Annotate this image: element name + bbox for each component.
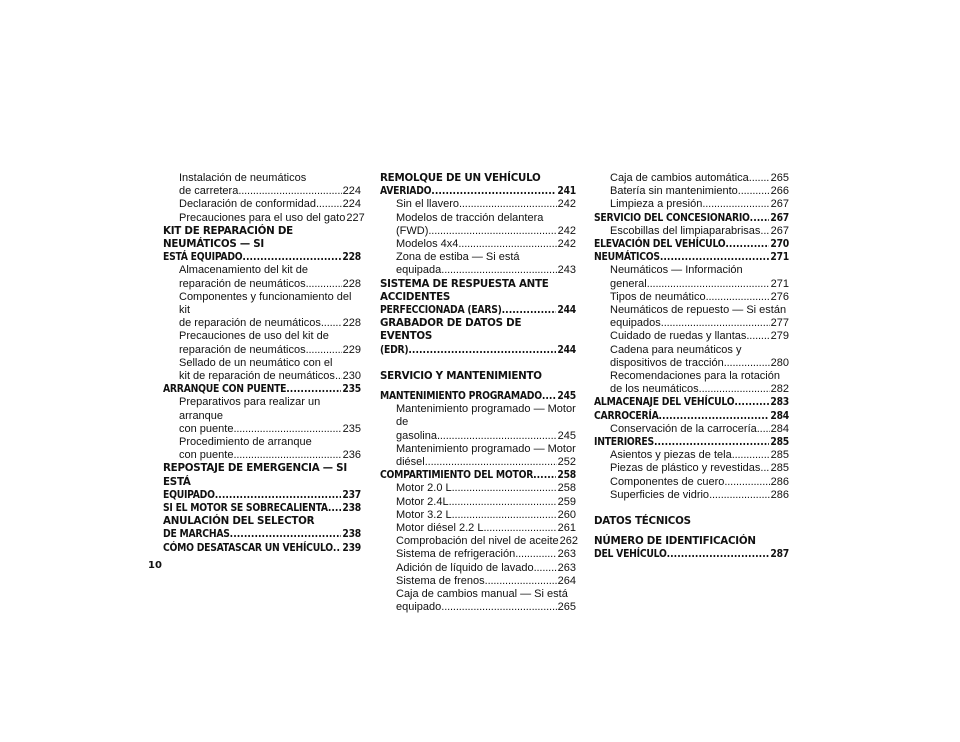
toc-entry[interactable] — [594, 251, 789, 264]
toc-entry[interactable] — [380, 482, 576, 495]
leader-dots — [702, 198, 769, 211]
toc-page-number: 245 — [557, 429, 576, 442]
toc-page-number: 265 — [770, 172, 789, 184]
toc-entry-title: Batería sin mantenimiento — [610, 185, 738, 198]
toc-entry[interactable] — [380, 535, 579, 548]
toc-page-number: 230 — [342, 370, 361, 383]
toc-entry-title: Caja de cambios automática — [610, 172, 749, 184]
toc-entry[interactable] — [380, 522, 576, 535]
toc-entry[interactable] — [594, 383, 789, 396]
leader-dots — [321, 317, 342, 330]
toc-line: Caja de cambios manual — Si está — [396, 588, 568, 601]
leader-dots — [431, 185, 556, 198]
leader-dots — [661, 317, 770, 330]
leader-dots — [738, 185, 770, 198]
toc-page-number: 262 — [559, 535, 579, 548]
leader-dots — [667, 548, 770, 561]
toc-entry-title: general — [610, 277, 647, 290]
leader-dots — [654, 436, 769, 449]
toc-page-number: 261 — [557, 522, 576, 535]
toc-page-number: 245 — [557, 390, 576, 403]
toc-entry[interactable] — [594, 436, 789, 449]
toc-entry[interactable] — [594, 330, 789, 343]
toc-page-number: 238 — [342, 528, 361, 541]
toc-page-number: 285 — [770, 449, 789, 462]
leader-dots — [306, 278, 342, 291]
toc-entry-title: DE MARCHAS — [163, 528, 230, 541]
toc-line: Neumáticos — Información — [610, 264, 743, 277]
toc-entry[interactable] — [163, 489, 361, 502]
toc-entry[interactable] — [163, 502, 361, 515]
leader-dots — [452, 509, 557, 522]
toc-entry-title: Cuidado de ruedas y llantas — [610, 330, 747, 343]
leader-dots — [441, 601, 556, 614]
toc-entry-title: Sin el llavero — [396, 198, 459, 211]
toc-entry-title: Conservación de la carrocería — [610, 422, 757, 435]
leader-dots — [706, 291, 770, 304]
toc-page-number: 239 — [342, 541, 361, 554]
toc-page-number: 267 — [770, 211, 789, 224]
toc-page-number: 236 — [342, 449, 361, 462]
leader-dots — [749, 172, 770, 185]
leader-dots — [732, 449, 770, 462]
leader-dots — [709, 489, 770, 502]
toc-entry[interactable] — [163, 423, 361, 436]
toc-page-number: 235 — [342, 422, 361, 435]
toc-entry[interactable] — [380, 509, 576, 522]
leader-dots — [215, 489, 342, 502]
toc-page-number: 286 — [770, 488, 789, 501]
leader-dots — [485, 575, 557, 588]
toc-entry[interactable] — [380, 548, 576, 561]
leader-dots — [502, 304, 557, 317]
toc-page-number: 263 — [557, 548, 576, 561]
toc-entry[interactable] — [594, 185, 789, 198]
toc-entry-title: AVERIADO — [380, 185, 432, 198]
toc-line: GRABADOR DE DATOS DE EVENTOS — [380, 317, 522, 343]
toc-entry[interactable] — [163, 317, 361, 330]
toc-entry[interactable] — [380, 456, 576, 469]
toc-page-number: 224 — [342, 185, 361, 198]
toc-entry[interactable] — [380, 469, 576, 482]
toc-entry-title: (EDR) — [380, 343, 409, 356]
toc-page-number: 267 — [770, 224, 789, 237]
toc-entry[interactable] — [594, 291, 789, 304]
leader-dots — [242, 251, 341, 264]
toc-entry-title: reparación de neumáticos — [179, 277, 306, 290]
toc-page-number: 277 — [770, 317, 789, 330]
toc-entry[interactable] — [163, 383, 361, 396]
toc-entry-title: Declaración de conformidad — [179, 198, 316, 211]
toc-entry[interactable] — [380, 496, 576, 509]
leader-dots — [425, 456, 557, 469]
toc-entry-title: SI EL MOTOR SE SOBRECALIENTA — [163, 502, 328, 515]
toc-page-number: 260 — [557, 508, 576, 521]
toc-page-number: 285 — [770, 462, 789, 475]
toc-entry-title: Limpieza a presión — [610, 198, 703, 211]
toc-entry[interactable] — [163, 449, 361, 462]
toc-column-1 — [163, 172, 365, 555]
section-gap — [380, 383, 576, 390]
toc-page-number: 242 — [557, 224, 576, 237]
toc-line: Preparativos para realizar un arranque — [179, 396, 321, 422]
toc-entry-title: Motor 2.4L — [396, 495, 449, 508]
toc-entry-title: DEL VEHÍCULO — [594, 548, 667, 561]
toc-entry-title: CÓMO DESATASCAR UN VEHÍCULO — [163, 541, 333, 554]
toc-entry[interactable] — [594, 410, 789, 423]
toc-page-number: 238 — [342, 502, 361, 515]
leader-dots — [316, 198, 342, 211]
toc-page-number: 227 — [346, 211, 365, 224]
toc-entry[interactable] — [594, 357, 789, 370]
toc-entry[interactable] — [594, 278, 789, 291]
toc-line: Mantenimiento programado — Motor — [396, 442, 576, 455]
toc-line: Precauciones de uso del kit de — [179, 330, 329, 343]
section-heading: DATOS TÉCNICOS — [594, 515, 691, 528]
toc-entry[interactable] — [380, 264, 576, 277]
toc-column-3 — [594, 172, 789, 562]
toc-entry-title: con puente — [179, 422, 234, 435]
toc-entry-title: INTERIORES — [594, 436, 654, 449]
toc-entry-title: Superficies de vidrio — [610, 488, 710, 501]
toc-entry[interactable] — [380, 601, 576, 614]
toc-entry[interactable] — [594, 238, 789, 251]
toc-entry-title: Motor diésel 2.2 L — [396, 522, 484, 535]
toc-page-number: 265 — [557, 601, 576, 614]
toc-page-number: 242 — [557, 198, 576, 211]
toc-entry[interactable] — [594, 225, 789, 238]
toc-entry-title: NEUMÁTICOS — [594, 251, 660, 264]
toc-entry[interactable] — [594, 476, 789, 489]
toc-entry-title: CARROCERÍA — [594, 409, 659, 422]
toc-entry[interactable] — [163, 278, 361, 291]
leader-dots — [725, 238, 769, 251]
toc-entry[interactable] — [594, 172, 789, 185]
toc-page-number: 244 — [557, 343, 576, 356]
leader-dots — [647, 278, 770, 291]
toc-line: NÚMERO DE IDENTIFICACIÓN — [594, 535, 756, 548]
leader-dots — [441, 264, 556, 277]
page-number: 10 — [148, 560, 162, 571]
toc-page-number: 285 — [770, 436, 789, 449]
toc-line: SISTEMA DE RESPUESTA ANTE ACCIDENTES — [380, 277, 549, 303]
leader-dots — [659, 410, 770, 423]
toc-page-number: 286 — [770, 475, 789, 488]
leader-dots — [449, 496, 557, 509]
toc-page-number: 271 — [770, 251, 789, 264]
section-heading: SERVICIO Y MANTENIMIENTO — [380, 369, 542, 382]
toc-entry[interactable] — [380, 562, 576, 575]
toc-line: Modelos de tracción delantera — [396, 211, 544, 224]
toc-page-number: 279 — [770, 330, 789, 343]
toc-entry[interactable] — [594, 423, 789, 436]
leader-dots — [452, 482, 557, 495]
toc-entry-title: kit de reparación de neumáticos — [179, 370, 335, 383]
toc-page-number: 228 — [342, 317, 361, 330]
leader-dots — [515, 548, 556, 561]
toc-column-2 — [380, 172, 579, 615]
leader-dots — [306, 344, 342, 357]
toc-entry[interactable] — [380, 238, 576, 251]
toc-page-number: 228 — [342, 251, 361, 264]
toc-entry-title: Modelos 4x4 — [396, 238, 459, 251]
toc-entry-title: equipada — [396, 264, 442, 277]
toc-page-number: 263 — [557, 561, 576, 574]
leader-dots — [437, 430, 557, 443]
toc-line: Neumáticos de repuesto — Si están — [610, 304, 787, 317]
toc-page-number: 270 — [770, 238, 789, 251]
toc-page-number: 266 — [770, 185, 789, 198]
toc-entry-title: de carretera — [179, 185, 239, 198]
toc-entry[interactable] — [594, 212, 789, 225]
toc-entry-title: MANTENIMIENTO PROGRAMADO — [380, 390, 542, 403]
toc-entry[interactable] — [594, 489, 789, 502]
toc-page-number: 282 — [770, 383, 789, 396]
leader-dots — [724, 476, 769, 489]
toc-entry[interactable] — [594, 462, 789, 475]
leader-dots — [459, 198, 557, 211]
toc-entry-title: Sistema de refrigeración — [396, 548, 516, 561]
toc-page-number: 228 — [342, 277, 361, 290]
toc-line: Recomendaciones para la rotación — [610, 370, 780, 383]
toc-line: REPOSTAJE DE EMERGENCIA — SI ESTÁ — [163, 462, 347, 488]
toc-line: Cadena para neumáticos y — [610, 343, 742, 356]
toc-page-number: 252 — [557, 456, 576, 469]
toc-entry[interactable] — [163, 370, 361, 383]
toc-entry-title: Motor 3.2 L — [396, 508, 452, 521]
leader-dots — [660, 251, 770, 264]
toc-entry-title: reparación de neumáticos — [179, 343, 306, 356]
leader-dots — [534, 562, 557, 575]
leader-dots — [233, 449, 341, 462]
toc-entry-title: ELEVACIÓN DEL VEHÍCULO — [594, 238, 726, 251]
leader-dots — [428, 225, 556, 238]
toc-page-number: 287 — [770, 548, 789, 561]
toc-page-number: 267 — [770, 198, 789, 211]
toc-entry[interactable] — [380, 575, 576, 588]
toc-page-number: 242 — [557, 238, 576, 251]
toc-page-number: 237 — [342, 488, 361, 501]
toc-entry[interactable] — [163, 528, 361, 541]
toc-entry[interactable] — [380, 344, 576, 357]
leader-dots — [238, 185, 341, 198]
leader-dots — [734, 396, 769, 409]
section-gap — [594, 502, 789, 515]
toc-entry-title: EQUIPADO — [163, 488, 215, 501]
toc-page-number: 284 — [770, 422, 789, 435]
toc-entry-title: con puente — [179, 449, 234, 462]
toc-entry-title: ARRANQUE CON PUENTE — [163, 383, 287, 396]
toc-entry-title: ESTÁ EQUIPADO — [163, 251, 243, 264]
toc-entry-title: dispositivos de tracción — [610, 356, 724, 369]
toc-page-number: 259 — [557, 495, 576, 508]
toc-line: Procedimiento de arranque — [179, 436, 312, 449]
toc-entry[interactable] — [594, 198, 789, 211]
toc-entry-title: SERVICIO DEL CONCESIONARIO — [594, 211, 750, 224]
leader-dots — [333, 542, 341, 555]
leader-dots — [230, 528, 342, 541]
toc-entry[interactable] — [163, 344, 361, 357]
leader-dots — [286, 383, 341, 396]
leader-dots — [760, 225, 769, 238]
leader-dots — [750, 212, 770, 225]
leader-dots — [335, 370, 342, 383]
toc-line: Sellado de un neumático con el — [179, 356, 333, 369]
toc-page-number: 264 — [557, 574, 576, 587]
toc-entry[interactable] — [380, 430, 576, 443]
toc-entry[interactable] — [380, 390, 576, 403]
leader-dots — [699, 383, 770, 396]
leader-dots — [760, 462, 769, 475]
toc-entry-title: Adición de líquido de lavado — [396, 561, 534, 574]
toc-entry-title: Asientos y piezas de tela — [610, 449, 732, 462]
leader-dots — [233, 423, 341, 436]
toc-entry[interactable] — [163, 198, 361, 211]
toc-entry-title: PERFECCIONADA (EARS) — [380, 304, 502, 317]
toc-entry-title: COMPARTIMIENTO DEL MOTOR — [380, 469, 534, 482]
toc-entry-title: equipado — [396, 601, 442, 614]
toc-entry[interactable] — [380, 225, 576, 238]
leader-dots — [328, 502, 342, 515]
toc-entry-title: diésel — [396, 456, 425, 469]
toc-entry-title: Precauciones para el uso del gato — [179, 211, 346, 224]
toc-entry-title: Tipos de neumático — [610, 290, 706, 303]
toc-entry-title: Escobillas del limpiaparabrisas — [610, 224, 761, 237]
leader-dots — [746, 330, 769, 343]
toc-entry[interactable] — [163, 211, 365, 225]
toc-entry-title: Sistema de frenos — [396, 574, 485, 587]
leader-dots — [757, 423, 770, 436]
toc-page-number: 283 — [770, 396, 789, 409]
leader-dots — [458, 238, 556, 251]
toc-entry-title: Componentes de cuero — [610, 475, 725, 488]
toc-entry[interactable] — [163, 542, 361, 555]
toc-page-number: 271 — [770, 277, 789, 290]
toc-entry[interactable] — [594, 548, 789, 561]
toc-entry-title: equipados — [610, 317, 661, 330]
toc-line: Componentes y funcionamiento del kit — [179, 290, 352, 317]
toc-entry-title: Piezas de plástico y revestidas — [610, 462, 761, 475]
leader-dots — [408, 344, 556, 357]
toc-entry[interactable] — [594, 449, 789, 462]
section-gap — [380, 357, 576, 370]
toc-page-number: 244 — [557, 304, 576, 317]
toc-entry[interactable] — [163, 185, 361, 198]
toc-page-number: 241 — [557, 185, 576, 198]
toc-page-number: 258 — [557, 482, 576, 495]
leader-dots — [542, 390, 557, 403]
toc-page-number: 229 — [342, 343, 361, 356]
toc-entry-title: Comprobación del nivel de aceite — [396, 535, 559, 548]
toc-page-number: 235 — [342, 383, 361, 396]
toc-entry[interactable] — [594, 317, 789, 330]
toc-line: Almacenamiento del kit de — [179, 264, 309, 277]
toc-page-number: 258 — [557, 469, 576, 482]
leader-dots — [483, 522, 556, 535]
toc-line: KIT DE REPARACIÓN DE NEUMÁTICOS — SI — [163, 224, 293, 251]
toc-entry[interactable] — [380, 304, 576, 317]
toc-entry-title: (FWD) — [396, 224, 429, 237]
toc-line: Mantenimiento programado — Motor de — [396, 403, 576, 429]
toc-entry-title: de los neumáticos — [610, 383, 699, 396]
toc-entry-title: gasolina — [396, 429, 437, 442]
toc-page-number: 280 — [770, 356, 789, 369]
toc-line: ANULACIÓN DEL SELECTOR — [163, 515, 315, 528]
toc-line: Zona de estiba — Si está — [396, 251, 520, 264]
toc-entry[interactable] — [380, 185, 576, 198]
leader-dots — [533, 469, 556, 482]
toc-entry-title: Motor 2.0 L — [396, 482, 452, 495]
toc-entry-title: ALMACENAJE DEL VEHÍCULO — [594, 396, 735, 409]
toc-page-number: 224 — [342, 198, 361, 211]
toc-page-number: 276 — [770, 290, 789, 303]
toc-entry[interactable] — [163, 251, 361, 264]
toc-entry-title: de reparación de neumáticos — [179, 317, 321, 330]
toc-entry[interactable] — [380, 198, 576, 211]
toc-entry[interactable] — [594, 396, 789, 409]
toc-line: REMOLQUE DE UN VEHÍCULO — [380, 172, 541, 184]
toc-page-number: 243 — [557, 264, 576, 277]
toc-line: Instalación de neumáticos — [179, 172, 307, 184]
leader-dots — [724, 357, 770, 370]
toc-page-number: 284 — [770, 409, 789, 422]
